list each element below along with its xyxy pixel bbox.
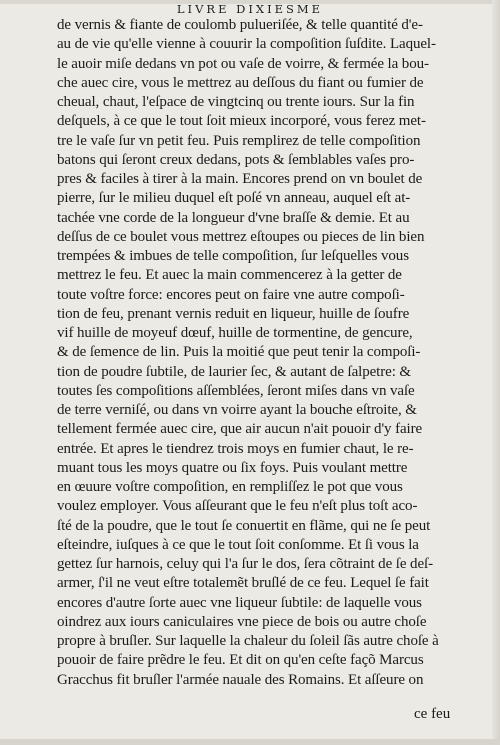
text-line: toutes ſes compoſitions aſſemblées, ſeront miſes dans vn vaſe	[57, 382, 415, 399]
text-line: eſteindre, iuſques à ce que le tout ſoit conſomme. Et ſi vous la	[57, 536, 419, 553]
text-line: en œuure voſtre compoſition, en rempliſſez le pot que vous	[57, 479, 403, 495]
running-head: LIVRE DIXIESME	[176, 2, 324, 16]
catchword: ce feu	[414, 706, 451, 722]
text-line: toute voſtre force: encores peut on faire vne autre compoſi-	[57, 286, 405, 303]
text-line: propre à bruſler. Sur laquelle la chaleur du ſoleil ſãs autre choſe à	[57, 633, 439, 649]
text-line: tachée vne corde de la longueur d'vne braſſe & demie. Et au	[57, 209, 410, 226]
text-line: tion de poudre ſubtile, de laurier ſec, & autant de ſalpetre: &	[57, 363, 411, 380]
text-line: voulez employer. Vous aſſeurant que le feu n'eſt plus toſt aco-	[57, 498, 418, 515]
text-line: oindrez aux iours caniculaires vne piece de bois ou autre choſe	[57, 613, 427, 630]
text-line: che auec cire, vous le mettrez au deſſous du fiant ou fumier de	[57, 74, 424, 91]
text-line: batons qui ſeront creux dedans, pots & ſemblables vaſes pro-	[57, 151, 415, 168]
text-line: encores d'autre ſorte auec vne liqueur ſubtile: de laquelle vous	[57, 594, 422, 611]
text-line: au de vie qu'elle vienne à couurir la compoſition ſuſdite. Laquel-	[57, 36, 436, 53]
text-line: deſſus de ce boulet vous mettrez eſtoupes ou pieces de lin bien	[57, 228, 425, 245]
text-line: cheual, chaut, l'eſpace de vingtcinq ou trente iours. Sur la fin	[57, 94, 415, 110]
page-bottom-edge	[0, 739, 500, 745]
text-line: ſté de la poudre, que le tout ſe conuertit en flãme, qui ne ſe peut	[57, 517, 431, 534]
page-right-edge	[492, 0, 500, 745]
text-line: Gracchus fit bruſler l'armée nauale des Romains. Et aſſeure on	[57, 671, 424, 688]
text-line: pouoir de faire prẽdre le feu. Et dit on qu'en ceſte façõ Marcus	[57, 652, 424, 669]
text-line: trempées & imbues de telle compoſition, ſur leſquelles vous	[57, 248, 409, 264]
text-line: armer, ſ'il ne veut eſtre totalemẽt bruſlé de ce feu. Lequel ſe fait	[57, 575, 429, 592]
text-line: & de ſemence de lin. Puis la moitié que peut tenir la compoſi-	[57, 344, 421, 361]
text-line: tellement fermée auec cire, que air aucun n'ait pouoir d'y faire	[57, 421, 423, 438]
text-line: gettez ſur harnois, celuy qui l'a ſur le dos, ſera cõtraint de ſe deſ-	[57, 556, 433, 572]
text-line: de vernis & fiante de coulomb pulueriſée, & telle quantité d'e-	[57, 17, 423, 33]
text-line: tre le vaſe ſur vn petit feu. Puis remplirez de telle compoſition	[57, 132, 421, 149]
text-line: tion de feu, prenant vernis reduit en liqueur, huille de ſoufre	[57, 305, 410, 322]
text-line: vif huille de moyeuf dœuf, huille de tormentine, de gencure,	[57, 325, 413, 341]
text-line: deſquels, à ce que le tout ſoit mieux incorporé, vous ferez met-	[57, 113, 426, 130]
text-line: de terre verniſé, ou dans vn voirre ayant la bouche eſtroite, &	[57, 402, 417, 418]
body-text	[57, 16, 459, 690]
text-line: entrée. Et apres le tiendrez trois moys en fumier chaut, le re-	[57, 440, 414, 457]
text-line: mettrez le feu. Et auec la main commencerez à la getter de	[57, 267, 402, 284]
text-line: pres & faciles à tirer à la main. Encores prend on vn boulet de	[57, 171, 423, 187]
text-line: muant tous les moys quatre ou ſix foys. Puis voulant mettre	[57, 459, 408, 476]
text-line: le auoir miſe dedans vn pot ou vaſe de voirre, & fermée la bou-	[57, 55, 429, 72]
text-line: pierre, ſur le milieu duquel eſt poſé vn anneau, auquel eſt at-	[57, 190, 411, 207]
